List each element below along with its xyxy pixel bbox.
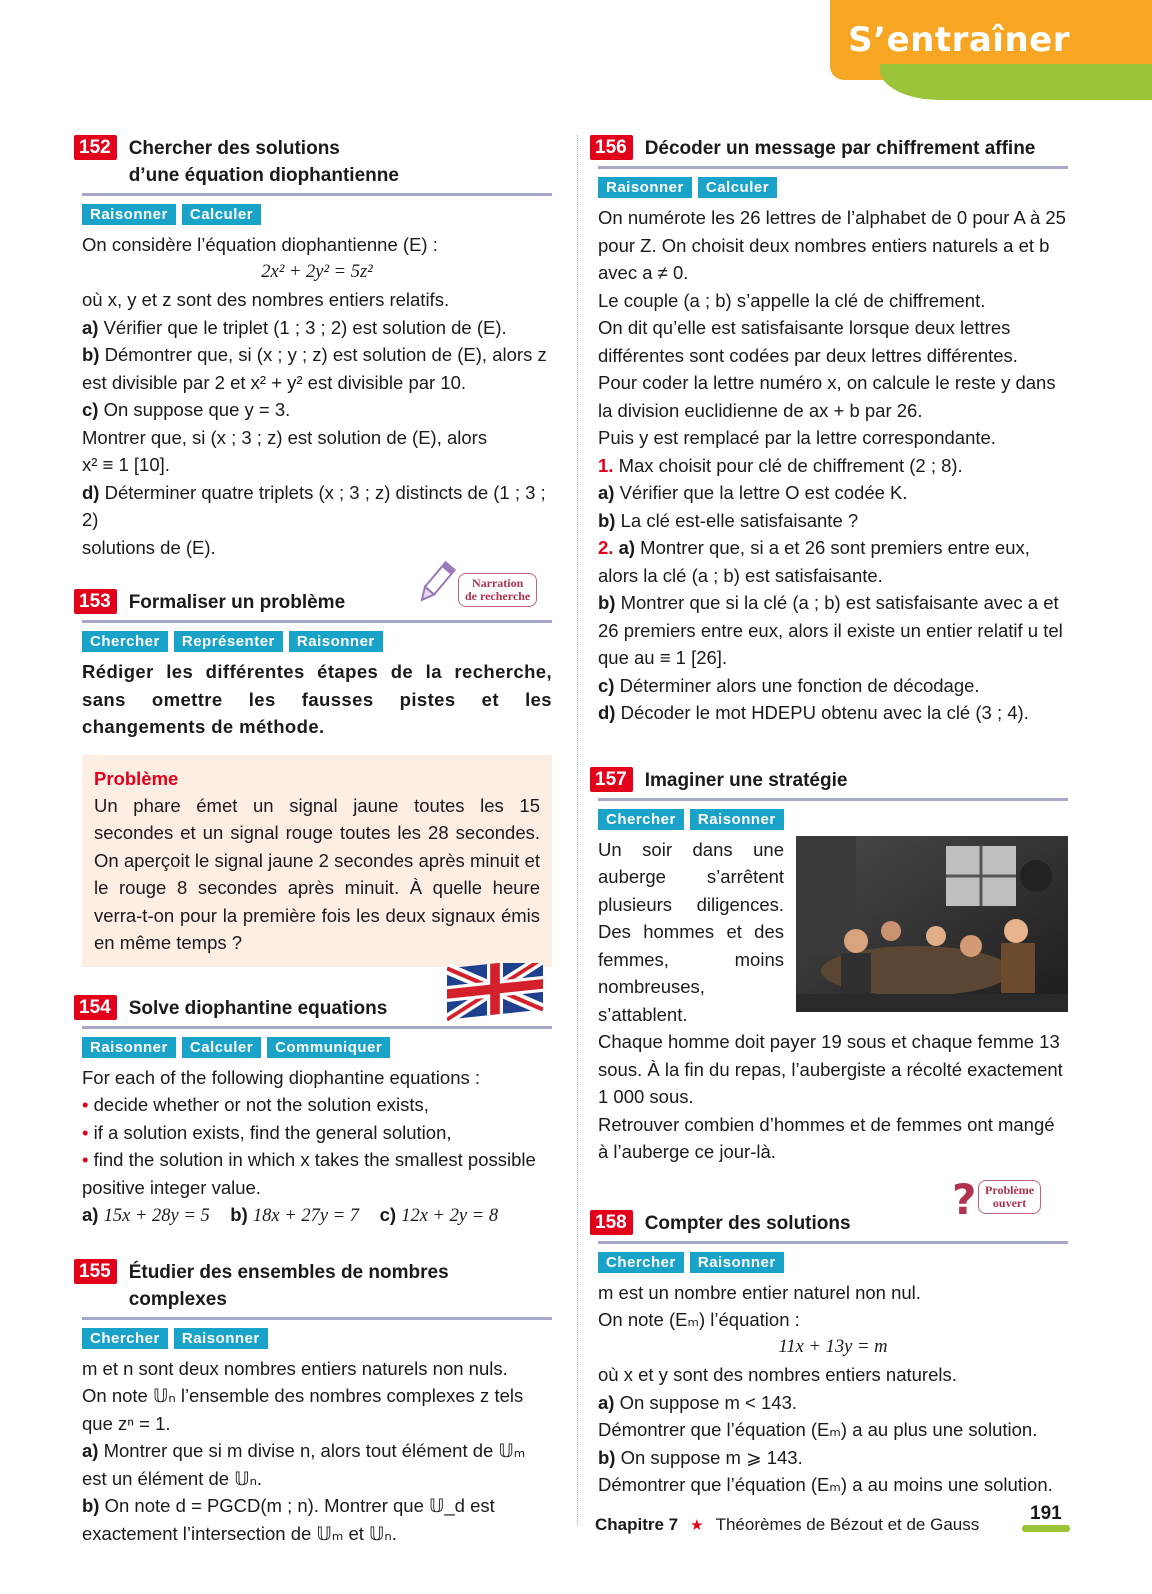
question-1: 1. Max choisit pour clé de chiffrement (2 ; 8). [598,454,963,476]
pencil-icon [412,559,460,607]
tag: Raisonner [174,1328,268,1349]
exercise-header [79,135,552,196]
text: Le couple (a ; b) s’appelle la clé de chiffrement. [598,289,986,311]
tag: Communiquer [267,1037,390,1058]
star-icon: ★ [690,1517,704,1534]
text: m et n sont deux nombres entiers naturels non nuls. [82,1357,508,1379]
text: où x et y sont des nombres entiers naturels. [598,1364,957,1385]
tag: Raisonner [598,177,692,198]
page-number-underline [1022,1525,1070,1532]
bullet-item: • decide whether or not the solution exists, [82,1094,429,1115]
problem-text: Un phare émet un signal jaune toutes les 15 secondes et un signal rouge toutes les 28 secondes. On aperçoit le signal jaune 2 secondes après minuit et le rouge 8 secondes après minuit. À quelle heure verra-t-on pour la première fois les deux signaux émis en même temps ? [94,794,540,953]
page-number: 191 [1030,1503,1062,1524]
text: est divisible par 2 et x² + y² est divisible par 10. [82,371,467,393]
equation: 11x + 13y = m [778,1336,888,1357]
narration-stamp: Narration de recherche [458,573,537,607]
text: Chaque homme doit payer 19 sous et chaque femme 13 sous. À la fin du repas, l’aubergiste a récolté exactement 1 000 sous. [598,1031,1063,1107]
exercise-header [595,1175,1068,1244]
exercise-title: Solve diophantine equations [128,997,388,1019]
text: où x, y et z sont des nombres entiers relatifs. [82,289,450,310]
svg-text:?: ? [952,1175,977,1220]
task: Rédiger les différentes étapes de la recherche, sans omettre les fausses pistes et les changements de méthode. [82,661,552,737]
equation: 2x² + 2y² = 5z² [261,261,373,282]
banner-accent [880,64,1152,100]
open-problem-stamp: Problème ouvert [978,1180,1041,1214]
text: x² ≡ 1 [10]. [82,454,170,475]
exercise-title: Étudier des ensembles de nombres complexes [128,1261,449,1310]
problem-title: Problème [94,767,179,789]
inn-photo [796,836,1068,1012]
question-a: a) Vérifier que le triplet (1 ; 3 ; 2) est solution de (E). [82,316,507,338]
tag: Chercher [82,1328,168,1349]
tag: Calculer [182,1037,261,1058]
exercise-157 [595,767,1068,1166]
text: solutions de (E). [82,536,216,558]
question-mark-icon [950,1176,980,1220]
exercise-header [79,576,552,623]
skill-tags [598,1252,1068,1273]
question-2b: b) Montrer que si la clé (a ; b) est satisfaisante avec a et 26 premiers entre eux, alors il existe un entier relatif u tel que au ≡ 1 [26]. [598,592,1063,668]
text: Un soir dans une auberge s’arrêtent plusieurs diligences. Des hommes et des femmes, moins nombreuses, s’attablent. [598,838,784,1025]
question-2d: d) Décoder le mot HDEPU obtenu avec la clé (3 ; 4). [598,702,1029,723]
exercise-153 [79,576,552,967]
exercise-155 [79,1259,552,1548]
tag: Représenter [174,631,283,652]
right-column [595,135,1068,1527]
question-b: b) Démontrer que, si (x ; y ; z) est solution de (E), alors z [82,344,547,365]
question-2a: 2. a) Montrer que, si a et 26 sont premiers entre eux, alors la clé (a ; b) est satisfaisante. [598,537,1030,586]
text: Démontrer que l’équation (Eₘ) a au moins une solution. [598,1474,1053,1495]
exercise-header [79,995,552,1029]
text: Puis y est remplacé par la lettre correspondante. [598,427,996,448]
tag: Raisonner [690,1252,784,1273]
page-footer [595,1515,979,1535]
tag: Raisonner [82,1037,176,1058]
tag: Raisonner [690,809,784,830]
text: On note (Eₘ) l’équation : [598,1309,800,1330]
exercise-158 [595,1175,1068,1499]
exercise-154 [79,995,552,1231]
exercise-number: 158 [590,1210,633,1235]
tag: Calculer [182,204,261,225]
problem-box [82,755,552,967]
tag: Chercher [598,1252,684,1273]
text: Démontrer que l’équation (Eₘ) a au plus une solution. [598,1419,1038,1440]
tag: Chercher [82,631,168,652]
question-b: b) On suppose m ⩾ 143. [598,1446,803,1468]
bullet-item: • find the solution in which x takes the smallest possible positive integer value. [82,1149,536,1198]
uk-flag-icon [447,963,543,1025]
column-separator [577,135,578,1525]
text: m est un nombre entier naturel non nul. [598,1281,921,1303]
exercise-number: 152 [74,135,117,160]
question-1a: a) Vérifier que la lettre O est codée K. [598,482,908,503]
tag: Raisonner [82,204,176,225]
exercise-number: 154 [74,995,117,1020]
chapter-topic: Théorèmes de Bézout et de Gauss [715,1515,980,1534]
text: On numérote les 26 lettres de l’alphabet de 0 pour A à 25 pour Z. On choisit deux nombres entiers naturels a et b avec a ≠ 0. [598,207,1066,283]
tag: Chercher [598,809,684,830]
exercise-title: Formaliser un problème [128,592,346,613]
question-b: b) On note d = PGCD(m ; n). Montrer que 𝕌_d est exactement l’intersection de 𝕌ₘ et 𝕌ₙ. [82,1495,495,1544]
section-title: S’entraîner [848,20,1070,60]
exercise-156 [595,135,1068,727]
skill-tags [82,1037,552,1058]
equations-row: a) 15x + 28y = 5 b) 18x + 27y = 7 c) 12x + 2y = 8 [82,1204,499,1226]
skill-tags [82,631,552,652]
question-a: a) On suppose m < 143. [598,1391,797,1413]
skill-tags [82,204,552,225]
exercise-title: Compter des solutions [644,1212,851,1234]
question-2c: c) Déterminer alors une fonction de décodage. [598,674,980,696]
skill-tags [82,1328,552,1349]
tag: Raisonner [289,631,383,652]
question-a: a) Montrer que si m divise n, alors tout élément de 𝕌ₘ est un élément de 𝕌ₙ. [82,1440,526,1489]
exercise-header [79,1259,552,1320]
question-1b: b) La clé est-elle satisfaisante ? [598,509,859,531]
tag: Calculer [698,177,777,198]
exercise-152 [79,135,552,561]
text: Montrer que, si (x ; 3 ; z) est solution de (E), alors [82,426,488,448]
text: Retrouver combien d’hommes et de femmes ont mangé à l’auberge ce jour-là. [598,1113,1055,1162]
left-column [79,135,552,1575]
text: Pour coder la lettre numéro x, on calcule le reste y dans la division euclidienne de ax + b par 26. [598,372,1056,421]
exercise-number: 155 [74,1259,117,1284]
skill-tags [598,809,1068,830]
chapter-label: Chapitre 7 [595,1515,679,1534]
question-c: c) On suppose que y = 3. [82,399,291,420]
exercise-title: Chercher des solutions d’une équation diophantienne [128,138,399,186]
question-d: d) Déterminer quatre triplets (x ; 3 ; z) distincts de (1 ; 3 ; 2) [82,481,546,530]
text: On considère l’équation diophantienne (E) : [82,234,438,255]
exercise-number: 153 [74,589,117,614]
text: On dit qu’elle est satisfaisante lorsque deux lettres différentes sont codées par deux lettres différentes. [598,317,1018,366]
text: On note 𝕌ₙ l’ensemble des nombres complexes z tels que zⁿ = 1. [82,1385,524,1434]
skill-tags [598,177,1068,198]
exercise-header [595,135,1068,169]
exercise-number: 157 [590,767,633,792]
exercise-header [595,767,1068,801]
exercise-title: Imaginer une stratégie [644,769,848,791]
exercise-title: Décoder un message par chiffrement affine [644,138,1036,159]
text: For each of the following diophantine equations : [82,1066,481,1088]
bullet-item: • if a solution exists, find the general solution, [82,1121,452,1143]
exercise-number: 156 [590,135,633,160]
